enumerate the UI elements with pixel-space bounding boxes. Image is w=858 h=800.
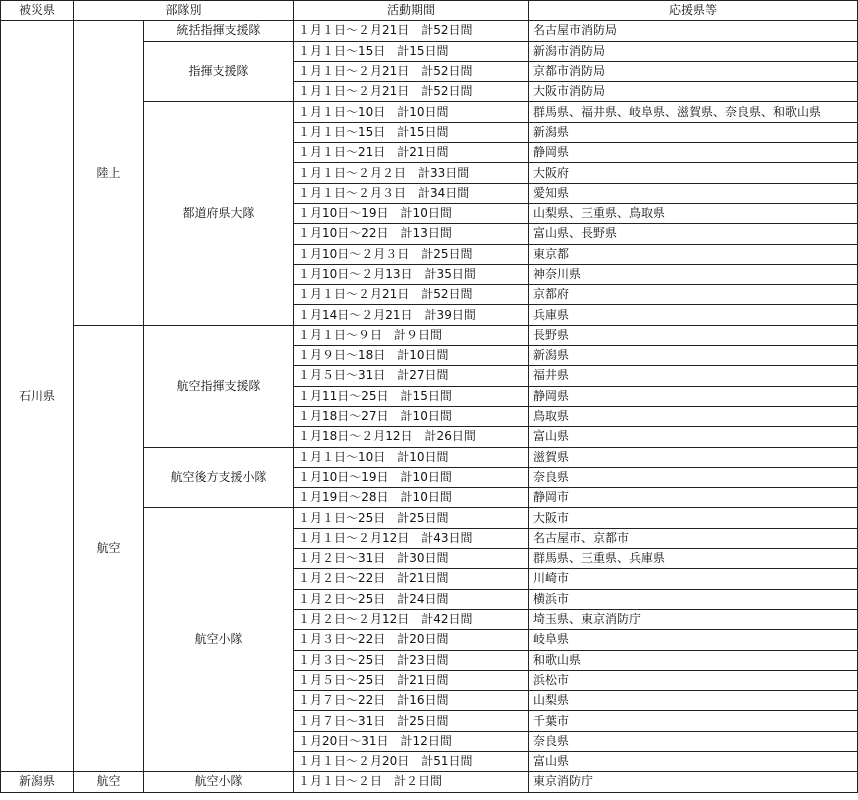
support-cell: 滋賀県 bbox=[529, 447, 858, 467]
unit-koku-kohou: 航空後方支援小隊 bbox=[144, 447, 294, 508]
period-cell: １月１日～２月２日 計33日間 bbox=[294, 163, 529, 183]
period-cell: １月２日～２月12日 計42日間 bbox=[294, 609, 529, 629]
period-cell: １月19日～28日 計10日間 bbox=[294, 488, 529, 508]
support-cell: 川崎市 bbox=[529, 569, 858, 589]
support-cell: 奈良県 bbox=[529, 467, 858, 487]
support-cell: 群馬県、三重県、兵庫県 bbox=[529, 549, 858, 569]
period-cell: １月18日～２月12日 計26日間 bbox=[294, 427, 529, 447]
header-row bbox=[1, 1, 858, 21]
support-cell: 富山県 bbox=[529, 751, 858, 771]
support-cell: 鳥取県 bbox=[529, 406, 858, 426]
unit-koku-shotai-niigata: 航空小隊 bbox=[144, 772, 294, 792]
period-cell: １月１日～９日 計９日間 bbox=[294, 325, 529, 345]
support-cell: 大阪市消防局 bbox=[529, 82, 858, 102]
unit-koku-shotai: 航空小隊 bbox=[144, 508, 294, 772]
period-cell: １月１日～２月３日 計34日間 bbox=[294, 183, 529, 203]
period-cell: １月10日～２月13日 計35日間 bbox=[294, 264, 529, 284]
support-cell: 和歌山県 bbox=[529, 650, 858, 670]
period-cell: １月２日～22日 計21日間 bbox=[294, 569, 529, 589]
table-row bbox=[1, 325, 858, 345]
support-cell: 山梨県、三重県、鳥取県 bbox=[529, 203, 858, 223]
period-cell: １月７日～22日 計16日間 bbox=[294, 691, 529, 711]
support-cell: 京都府 bbox=[529, 285, 858, 305]
support-cell: 静岡県 bbox=[529, 386, 858, 406]
support-cell: 横浜市 bbox=[529, 589, 858, 609]
division-air-niigata: 航空 bbox=[74, 772, 144, 792]
period-cell: １月１日～10日 計10日間 bbox=[294, 102, 529, 122]
unit-shiki: 指揮支援隊 bbox=[144, 41, 294, 102]
support-cell: 京都市消防局 bbox=[529, 61, 858, 81]
period-cell: １月２日～25日 計24日間 bbox=[294, 589, 529, 609]
header-unit-type: 部隊別 bbox=[74, 1, 294, 21]
support-cell: 山梨県 bbox=[529, 691, 858, 711]
period-cell: １月１日～15日 計15日間 bbox=[294, 41, 529, 61]
period-cell: １月５日～25日 計21日間 bbox=[294, 670, 529, 690]
support-cell: 新潟県 bbox=[529, 122, 858, 142]
period-cell: １月１日～25日 計25日間 bbox=[294, 508, 529, 528]
support-cell: 新潟県 bbox=[529, 346, 858, 366]
header-period: 活動期間 bbox=[294, 1, 529, 21]
support-cell: 富山県、長野県 bbox=[529, 224, 858, 244]
period-cell: １月９日～18日 計10日間 bbox=[294, 346, 529, 366]
period-cell: １月１日～２月21日 計52日間 bbox=[294, 61, 529, 81]
period-cell: １月７日～31日 計25日間 bbox=[294, 711, 529, 731]
period-cell: １月10日～２月３日 計25日間 bbox=[294, 244, 529, 264]
division-land: 陸上 bbox=[74, 21, 144, 325]
unit-tokatsu: 統括指揮支援隊 bbox=[144, 21, 294, 41]
table-row bbox=[1, 772, 858, 792]
period-cell: １月18日～27日 計10日間 bbox=[294, 406, 529, 426]
period-cell: １月１日～２日 計２日間 bbox=[294, 772, 529, 792]
period-cell: １月10日～19日 計10日間 bbox=[294, 467, 529, 487]
period-cell: １月１日～２月12日 計43日間 bbox=[294, 528, 529, 548]
period-cell: １月１日～15日 計15日間 bbox=[294, 122, 529, 142]
support-cell: 新潟市消防局 bbox=[529, 41, 858, 61]
period-cell: １月20日～31日 計12日間 bbox=[294, 731, 529, 751]
period-cell: １月１日～２月21日 計52日間 bbox=[294, 21, 529, 41]
unit-todofuken: 都道府県大隊 bbox=[144, 102, 294, 325]
support-cell: 名古屋市、京都市 bbox=[529, 528, 858, 548]
division-air: 航空 bbox=[74, 325, 144, 772]
support-cell: 長野県 bbox=[529, 325, 858, 345]
header-support: 応援県等 bbox=[529, 1, 858, 21]
period-cell: １月３日～22日 計20日間 bbox=[294, 630, 529, 650]
support-cell: 静岡県 bbox=[529, 143, 858, 163]
period-cell: １月１日～21日 計21日間 bbox=[294, 143, 529, 163]
support-cell: 兵庫県 bbox=[529, 305, 858, 325]
support-cell: 大阪市 bbox=[529, 508, 858, 528]
period-cell: １月１日～２月21日 計52日間 bbox=[294, 82, 529, 102]
support-cell: 大阪府 bbox=[529, 163, 858, 183]
support-cell: 静岡市 bbox=[529, 488, 858, 508]
support-cell: 千葉市 bbox=[529, 711, 858, 731]
unit-koku-shiki: 航空指揮支援隊 bbox=[144, 325, 294, 447]
support-cell: 岐阜県 bbox=[529, 630, 858, 650]
support-cell: 名古屋市消防局 bbox=[529, 21, 858, 41]
table-row bbox=[1, 21, 858, 41]
period-cell: １月１日～２月21日 計52日間 bbox=[294, 285, 529, 305]
header-prefecture: 被災県 bbox=[1, 1, 74, 21]
support-cell: 東京消防庁 bbox=[529, 772, 858, 792]
support-cell: 神奈川県 bbox=[529, 264, 858, 284]
support-cell: 愛知県 bbox=[529, 183, 858, 203]
support-cell: 奈良県 bbox=[529, 731, 858, 751]
period-cell: １月１日～２月20日 計51日間 bbox=[294, 751, 529, 771]
period-cell: １月３日～25日 計23日間 bbox=[294, 650, 529, 670]
support-cell: 富山県 bbox=[529, 427, 858, 447]
period-cell: １月２日～31日 計30日間 bbox=[294, 549, 529, 569]
support-cell: 浜松市 bbox=[529, 670, 858, 690]
period-cell: １月10日～22日 計13日間 bbox=[294, 224, 529, 244]
period-cell: １月５日～31日 計27日間 bbox=[294, 366, 529, 386]
period-cell: １月１日～10日 計10日間 bbox=[294, 447, 529, 467]
period-cell: １月10日～19日 計10日間 bbox=[294, 203, 529, 223]
support-cell: 東京都 bbox=[529, 244, 858, 264]
period-cell: １月14日～２月21日 計39日間 bbox=[294, 305, 529, 325]
support-cell: 福井県 bbox=[529, 366, 858, 386]
period-cell: １月11日～25日 計15日間 bbox=[294, 386, 529, 406]
support-cell: 埼玉県、東京消防庁 bbox=[529, 609, 858, 629]
prefecture-niigata: 新潟県 bbox=[1, 772, 74, 792]
prefecture-ishikawa: 石川県 bbox=[1, 21, 74, 772]
support-cell: 群馬県、福井県、岐阜県、滋賀県、奈良県、和歌山県 bbox=[529, 102, 858, 122]
